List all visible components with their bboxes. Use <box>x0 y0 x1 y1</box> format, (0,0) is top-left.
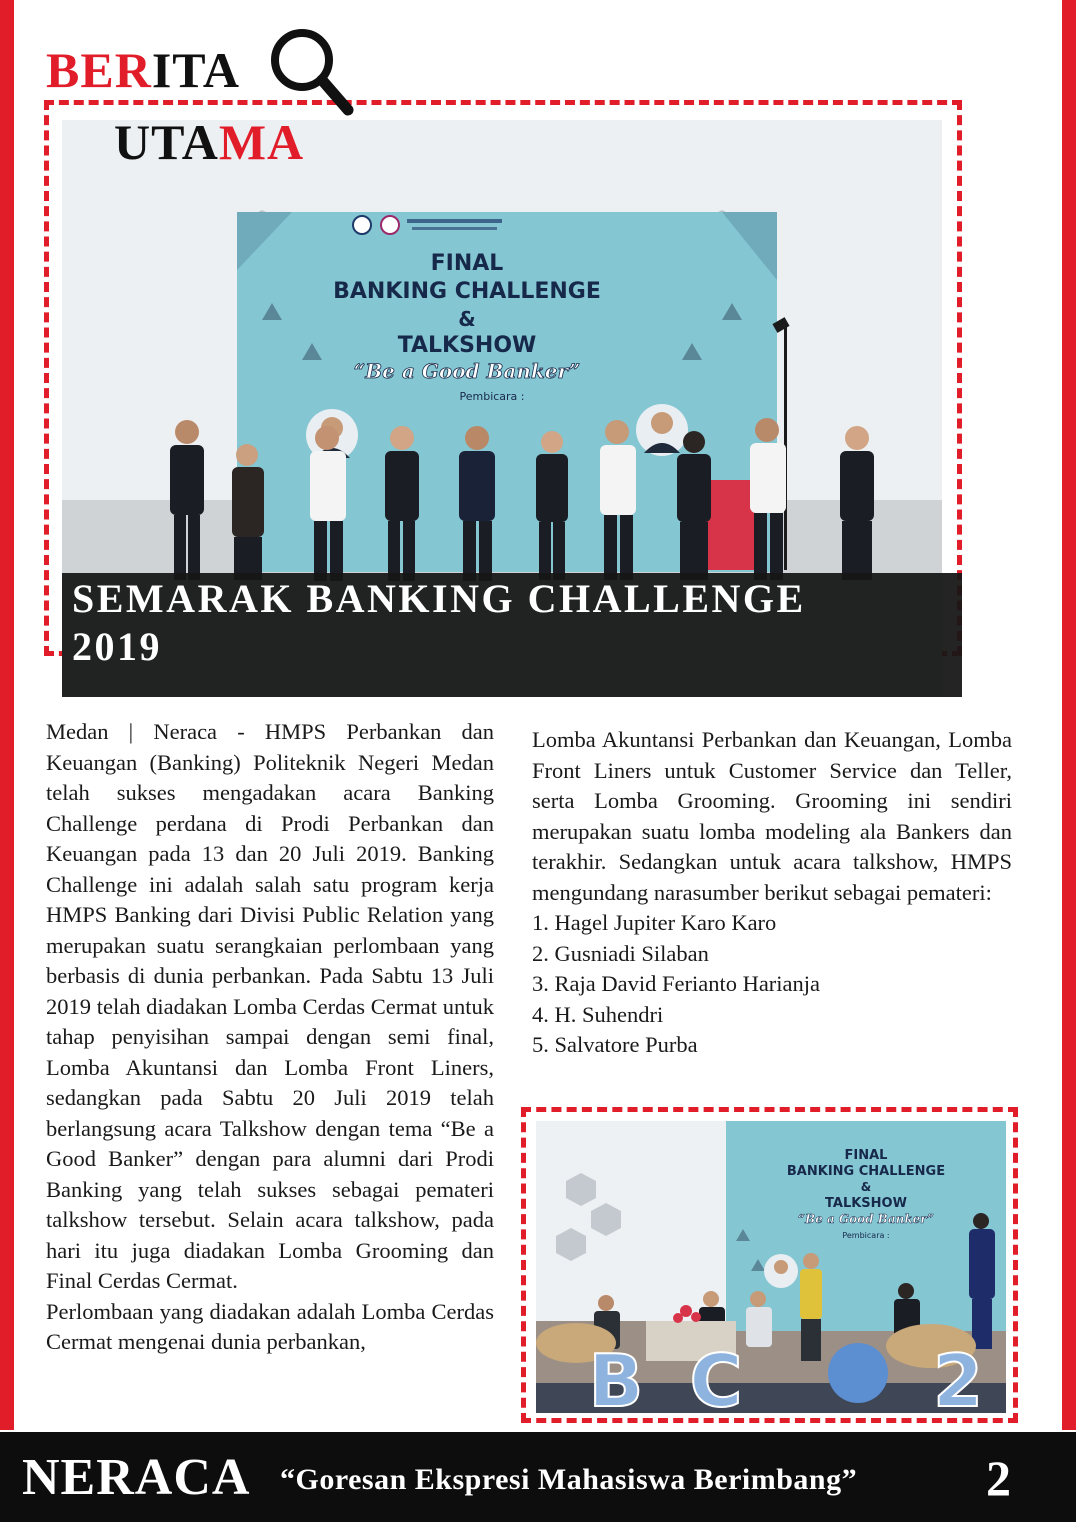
small-banner-line2: BANKING CHALLENGE <box>786 1164 946 1179</box>
speaker-item: 1. Hagel Jupiter Karo Karo <box>532 910 777 935</box>
footer-tagline: “Goresan Ekspresi Mahasiswa Berimbang” <box>280 1463 858 1496</box>
speaker-item: 3. Raja David Ferianto Harianja <box>532 971 821 996</box>
section-title-berita-red: BER <box>46 42 152 98</box>
small-banner-tagline: “Be a Good Banker” <box>798 1212 934 1226</box>
section-title-berita <box>46 40 240 100</box>
small-banner-line1: FINAL <box>844 1148 888 1163</box>
speaker-item: 4. H. Suhendri <box>532 1001 664 1027</box>
small-banner-line3: & <box>860 1180 872 1194</box>
main-banner-tagline: “Be a Good Banker” <box>353 359 581 383</box>
article-right-column <box>532 725 1012 1061</box>
decor-letter-b: B <box>588 1339 644 1413</box>
left-red-bar <box>0 0 14 1430</box>
main-banner-line2: BANKING CHALLENGE <box>333 279 601 304</box>
talkshow-photo <box>536 1121 1006 1413</box>
magnifier-icon <box>264 18 364 128</box>
right-red-bar <box>1062 0 1076 1430</box>
footer-brand: NERACA <box>22 1449 251 1506</box>
main-banner-speakers-label: Pembicara : <box>459 390 525 403</box>
article-left-column <box>46 717 494 1358</box>
page-number: 2 <box>986 1450 1011 1506</box>
section-title <box>46 40 366 170</box>
speaker-item: 5. Salvatore Purba <box>532 1032 698 1057</box>
article-paragraph-3: Lomba Akuntansi Perbankan dan Keuangan, Lomba Front Liners untuk Customer Service dan Teller, serta Lomba Grooming. Grooming ini sendiri merupakan suatu lomba modeling ala Bankers dan terakhir. Sedangkan untuk acara talkshow, HMPS mengundang narasumber berikut sebagai pemateri: <box>532 727 1012 905</box>
main-banner-line4: TALKSHOW <box>397 333 537 358</box>
speaker-item: 2. Gusniadi Silaban <box>532 940 709 966</box>
small-banner-line4: TALKSHOW <box>825 1196 907 1211</box>
headline-line2: 2019 <box>72 624 162 669</box>
main-banner-line1: FINAL <box>430 251 504 276</box>
main-banner-line3: & <box>458 307 476 331</box>
article-paragraph-2: Perlombaan yang diadakan adalah Lomba Cerdas Cermat mengenai dunia perbankan, <box>46 1298 494 1354</box>
headline-banner <box>62 573 962 697</box>
section-title-berita-black: ITA <box>151 42 241 98</box>
article-paragraph-1: Medan | Neraca - HMPS Perbankan dan Keuangan (Banking) Politeknik Negeri Medan telah sukses mengadakan acara Banking Challenge perdana di Prodi Perbankan dan Keuangan pada 13 dan 20 Juli 2019. Banking Challenge ini adalah salah satu program kerja HMPS Banking dari Divisi Public Relation yang merupakan suatu serangkaian perlombaan yang berbasis di dunia perbankan. Pada Sabtu 13 Juli 2019 telah diadakan Lomba Cerdas Cermat untuk tahap penyisihan sampai dengan semi final, Lomba Akuntansi dan Lomba Front Liners, sedangkan pada Sabtu 20 Juli 2019 telah berlangsung acara Talkshow dengan tema “Be a Good Banker” dengan para alumni dari Prodi Banking yang telah sukses sebagai pemateri talkshow tersebut. Selain acara talkshow, pada hari itu juga diadakan Lomba Grooming dan Final Cerdas Cermat. <box>46 719 494 1293</box>
decor-number-2: 2 <box>932 1339 984 1413</box>
section-title-utama-red: MA <box>218 114 305 170</box>
headline-title <box>72 575 952 671</box>
headline-line1: SEMARAK BANKING CHALLENGE <box>72 576 806 621</box>
decor-letter-c: C <box>689 1339 743 1413</box>
speaker-list <box>532 908 1012 1061</box>
small-banner-speakers-label: Pembicara : <box>842 1231 890 1240</box>
section-title-utama-black: UTA <box>114 114 219 170</box>
footer-bar <box>0 1432 1076 1522</box>
